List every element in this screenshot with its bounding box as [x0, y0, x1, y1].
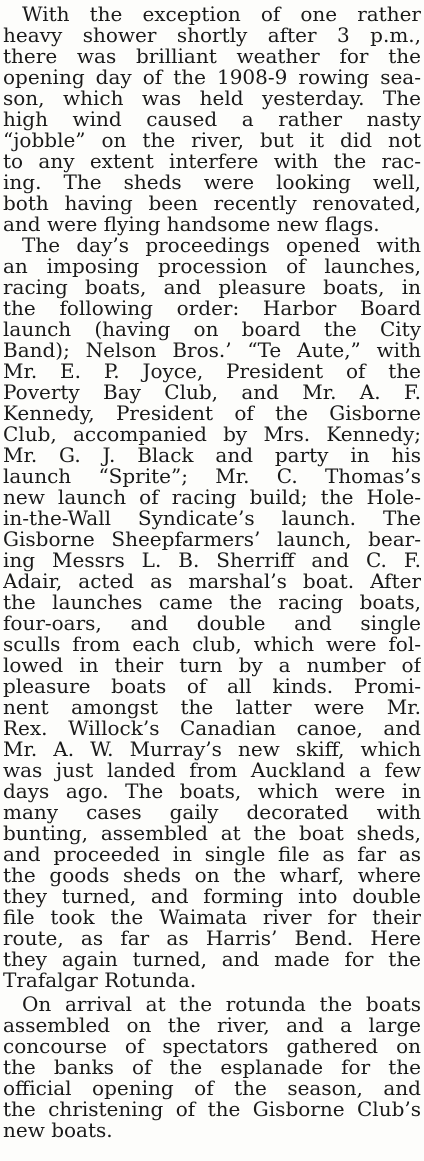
text-line: high wind caused a rather nasty: [3, 107, 421, 131]
text-line: Mr. A. W. Murray’s new skiff, which: [3, 737, 421, 761]
text-line: With the exception of one rather: [22, 2, 421, 26]
text-line: the following order: Harbor Board: [3, 296, 421, 320]
text-line: opening day of the 1908-9 rowing sea-: [3, 65, 421, 89]
text-line: days ago. The boats, which were in: [3, 779, 421, 803]
text-line: both having been recently renovated,: [3, 191, 421, 215]
text-line: the launches came the racing boats,: [3, 590, 421, 614]
text-line: concourse of spectators gathered on: [3, 1034, 421, 1058]
text-line: The day’s proceedings opened with: [22, 233, 421, 257]
text-line: lowed in their turn by a number of: [3, 653, 421, 677]
text-line: Poverty Bay Club, and Mr. A. F.: [3, 380, 421, 404]
text-line: assembled on the river, and a large: [3, 1013, 421, 1037]
text-line: launch (having on board the City: [3, 317, 421, 341]
text-line: racing boats, and pleasure boats, in: [3, 275, 421, 299]
text-line: four-oars, and double and single: [3, 611, 421, 635]
text-line: “jobble” on the river, but it did not: [3, 128, 421, 152]
text-line: the banks of the esplanade for the: [3, 1055, 421, 1079]
text-line: nent amongst the latter were Mr.: [3, 695, 421, 719]
text-line: Mr. E. P. Joyce, President of the: [3, 359, 421, 383]
text-line: they turned, and forming into double: [3, 884, 421, 908]
text-line: Adair, acted as marshal’s boat. After: [3, 569, 421, 593]
text-line: to any extent interfere with the rac-: [3, 149, 421, 173]
text-line: there was brilliant weather for the: [3, 44, 421, 68]
text-line: pleasure boats of all kinds. Promi-: [3, 674, 421, 698]
text-line: son, which was held yesterday. The: [3, 86, 421, 110]
text-line: Rex. Willock’s Canadian canoe, and: [3, 716, 421, 740]
text-line: was just landed from Auckland a few: [3, 758, 421, 782]
text-line: Club, accompanied by Mrs. Kennedy;: [3, 422, 421, 446]
text-line: Gisborne Sheepfarmers’ launch, bear-: [3, 527, 421, 551]
text-line: Mr. G. J. Black and party in his: [3, 443, 421, 467]
text-line: Band); Nelson Bros.’ “Te Aute,” with: [3, 338, 421, 362]
text-line: many cases gaily decorated with: [3, 800, 421, 824]
text-line: sculls from each club, which were fol-: [3, 632, 421, 656]
text-line: bunting, assembled at the boat sheds,: [3, 821, 421, 845]
text-line: in-the-Wall Syndicate’s launch. The: [3, 506, 421, 530]
text-line: On arrival at the rotunda the boats: [22, 992, 421, 1016]
text-line: the goods sheds on the wharf, where: [3, 863, 421, 887]
text-line: Kennedy, President of the Gisborne: [3, 401, 421, 425]
text-line: route, as far as Harris’ Bend. Here: [3, 926, 421, 950]
text-line: the christening of the Gisborne Club’s: [3, 1097, 421, 1121]
text-line: and proceeded in single file as far as: [3, 842, 421, 866]
text-line: file took the Waimata river for their: [3, 905, 421, 929]
text-line: Trafalgar Rotunda.: [3, 968, 197, 992]
text-line: launch “Sprite”; Mr. C. Thomas’s: [3, 464, 421, 488]
text-line: ing. The sheds were looking well,: [3, 170, 421, 194]
text-line: ing Messrs L. B. Sherriff and C. F.: [3, 548, 421, 572]
text-line: and were flying handsome new flags.: [3, 212, 380, 236]
text-line: an imposing procession of launches,: [3, 254, 421, 278]
text-line: they again turned, and made for the: [3, 947, 421, 971]
text-line: new boats.: [3, 1118, 113, 1142]
text-line: heavy shower shortly after 3 p.m.,: [3, 23, 421, 47]
text-line: new launch of racing build; the Hole-: [3, 485, 421, 509]
text-line: official opening of the season, and: [3, 1076, 421, 1100]
